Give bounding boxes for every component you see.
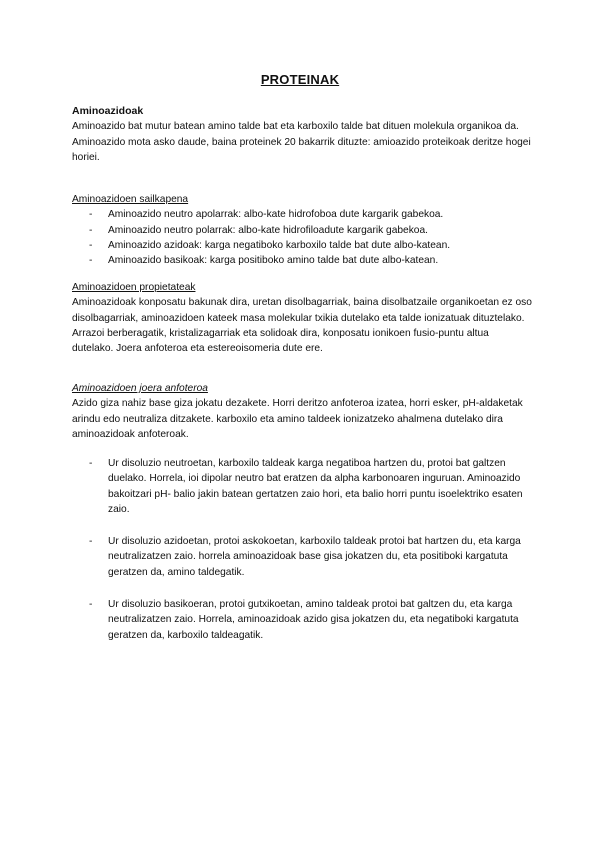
paragraph: Aminoazidoak konposatu bakunak dira, uretan disolbagarriak, baina disolbatzaile organikoetan ez oso disolbagarriak, aminoazidoen kateek masa molekular txikia dutelako eta talde ionizatuak dituztelako. Arrazoi berberagatik, kristalizagarriak eta solidoak dira, konposatu ionikoen fusio-puntu altua dutelako. Joera anfoteroa eta estereoisomeria dute ere. <box>72 297 532 355</box>
anfoteroa-list-block <box>72 456 532 660</box>
bullet: - <box>89 224 93 236</box>
page-title: PROTEINAK <box>260 72 340 87</box>
list-item-text: Ur disoluzio azidoetan, protoi askokoetan, karboxilo taldeak protoi bat hartzen du, eta karga neutralizatzen zaio. horrela aminoazidoak base gisa jokatzen du, eta positiboki kargatuta geratzen da, amino taldegatik. <box>108 536 521 578</box>
list-item <box>72 238 532 253</box>
list-item <box>72 597 532 643</box>
list-item-text: Ur disoluzio basikoeran, protoi gutxikoetan, amino taldeak protoi bat galtzen du, eta karga neutralizatzen zaio. Horrela, aminoazidoak azido gisa jokatzen du, eta negatiboki kargatuta geratzen da, karboxilo taldeagatik. <box>108 599 519 641</box>
list-item <box>72 223 532 238</box>
section-heading: Aminoazidoen sailkapena <box>72 194 189 205</box>
section-anfoteroa <box>72 381 532 442</box>
list-item <box>72 456 532 517</box>
list-item-text: Aminoazido neutro polarrak: albo-kate hidrofiloadute kargarik gabekoa. <box>108 224 428 236</box>
list-item-text: Aminoazido neutro apolarrak: albo-kate hidrofoboa dute kargarik gabekoa. <box>108 209 444 221</box>
bullet: - <box>89 239 93 251</box>
paragraph: Aminoazido bat mutur batean amino talde bat eta karboxilo talde bat dituen molekula organikoa da. <box>72 121 519 133</box>
section-heading: Aminoazidoak <box>72 105 144 117</box>
section-propietateak <box>72 280 532 356</box>
list-item <box>72 207 532 222</box>
list-item <box>72 534 532 580</box>
list-item-text: Aminoazido azidoak: karga negatiboko karboxilo talde bat dute albo-katean. <box>108 239 451 251</box>
section-heading: Aminoazidoen propietateak <box>72 282 196 293</box>
bullet: - <box>89 458 93 469</box>
bullet: - <box>89 209 93 221</box>
list-item-text: Ur disoluzio neutroetan, karboxilo taldeak karga negatiboa hartzen du, protoi bat galtzen duelako. Horrela, ioi dipolar neutro bat eratzen da alpha karbonoaren inguruan. Aminoazido bakoitzari pH- balio jakin batean gertatzen zaio hori, eta balio horri puntu isoelektriko esaten zaio. <box>108 458 523 515</box>
bullet: - <box>89 536 93 548</box>
section-aminoazidoak <box>72 104 532 165</box>
section-sailkapena <box>72 192 532 268</box>
list-item <box>72 253 532 268</box>
classification-list <box>72 207 532 268</box>
bullet: - <box>89 255 93 267</box>
list-item-text: Aminoazido basikoak: karga positiboko amino talde bat dute albo-katean. <box>108 255 439 267</box>
paragraph: Aminoazido mota asko daude, baina proteinek 20 bakarrik dituzte: amioazido proteikoak deritze hogei horiei. <box>72 136 531 163</box>
bullet: - <box>89 599 93 611</box>
section-heading: Aminoazidoen joera anfoteroa <box>72 383 208 394</box>
amphoteric-list <box>72 456 532 643</box>
paragraph: Azido giza nahiz base giza jokatu dezakete. Horri deritzo anfoteroa izatea, horri esker, pH-aldaketak arindu edo neutraliza ditzakete. karboxilo eta amino taldeek ionizatzeko ahalmena dutelako dira aminoazidoak anfoteroak. <box>72 398 523 440</box>
